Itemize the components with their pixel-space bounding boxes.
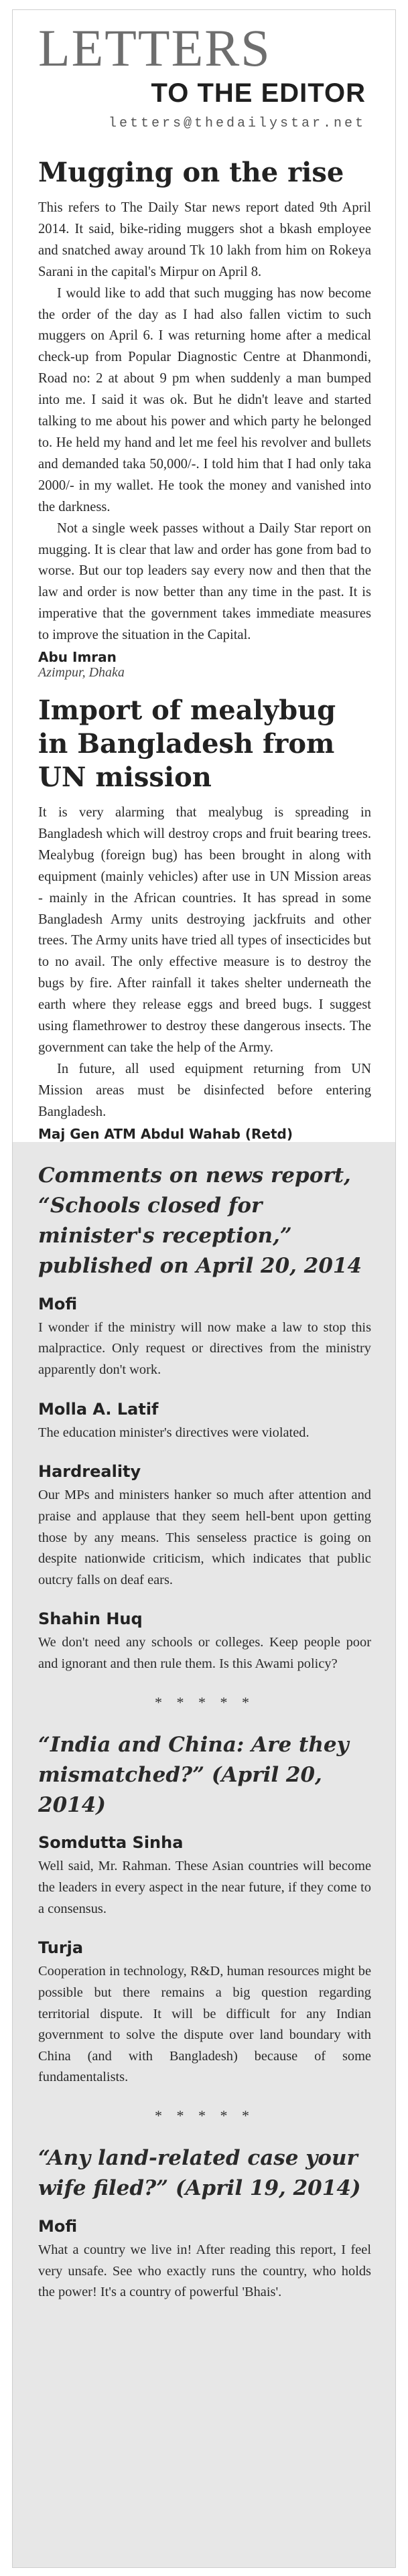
comment-text: Cooperation in technology, R&D, human resources might be possible but there remains a big question regarding territorial dispute. It will be difficult for any Indian government to solve the dispute over land boundary with China (and with Bangladesh) because of some fundamentalists. [38,1964,371,2085]
letter-paragraph: It is very alarming that mealybug is spreading in Bangladesh which will destroy crops and fruit bearing trees. Mealybug (foreign bug) has been brought in along with equipment (mainly vehicles) after use in UN Mission areas - mainly in the African countries. It has spread in some Bangladesh Army units destroying jackfruits and other trees. The Army units have tried all types of insecticides but to no avail. The only effective measure is to destroy the bugs by fire. After rainfall it takes shelter underneath the earth where they release eggs and breed bugs. I suggest using flamethrower to destroy these dangerous insects. The government can take the help of the Army. [38,805,371,1055]
commenter-name: Shahin Huq [38,1609,143,1629]
comment-text: We don't need any schools or colleges. Keep people poor and ignorant and then rule them. Is this Awami policy? [38,1635,371,1671]
masthead-title: LETTERS [38,19,271,77]
comment [38,1295,371,1381]
comment-section-heading: “India and China: Are they mismatched?” (April 20, 2014) [38,1732,349,1817]
letter [38,156,371,681]
comment-text: What a country we live in! After reading this report, I feel very unsafe. See who exactly runs the country, who holds the power! It's a country of powerful 'Bhais'. [38,2242,371,2300]
comment-text: The education minister's directives were violated. [38,1425,310,1440]
commenter-name: Turja [38,1938,84,1958]
online-comments-panel [13,1142,395,2567]
comment-text: Well said, Mr. Rahman. These Asian countries will become the leaders in every aspect in the near future, if they come to a consensus. [38,1859,371,1916]
letter-paragraph: This refers to The Daily Star news report dated 9th April 2014. It said, bike-riding muggers shot a bkash employee and snatched away around Tk 10 lakh from him on Rokeya Sarani in the capital's Mirpur on April 8. [38,200,371,279]
commenter-name: Molla A. Latif [38,1399,159,1419]
commenter-name: Somdutta Sinha [38,1833,184,1853]
letter [38,694,371,1157]
commenter-name: Mofi [38,2216,78,2236]
comment-section-heading: Comments on news report, “Schools closed for minister's reception,” published on April 20, 2014 [38,1163,362,1278]
letter-paragraph: Not a single week passes without a Daily Star report on mugging. It is clear that law and order has gone from bad to worse. But our top leaders say every now and then that the law and order is now better than any time in the past. It is imperative that the government takes immediate measures to improve the situation in the Capital. [38,520,371,643]
editor-email-link[interactable]: letters@thedailystar.net [108,116,366,131]
comment [38,1833,371,1920]
commenter-name: Hardreality [38,1462,141,1482]
comment [38,1938,371,2088]
section-separator: * * * * * [155,1693,255,1711]
comment [38,1609,371,1674]
letter-author: Abu Imran [38,649,117,666]
letter-paragraph: In future, all used equipment returning from UN Mission areas must be disinfected before entering Bangladesh. [38,1061,371,1119]
letter-author: Maj Gen ATM Abdul Wahab (Retd) [38,1125,293,1142]
letters-page [12,9,396,2568]
comment-text: Our MPs and ministers hanker so much after attention and praise and applause that they seem hell-bent upon getting those by any means. This senseless practice is going on despite nationwide criticism, which indicates that public outcry falls on deaf ears. [38,1488,371,1587]
comment [38,2217,371,2303]
section-separator: * * * * * [155,2107,255,2125]
letter-location: Azimpur, Dhaka [38,665,125,681]
comment [38,1400,371,1444]
masthead-subtitle: TO THE EDITOR [151,78,366,108]
commenter-name: Mofi [38,1294,78,1313]
comment-text: I wonder if the ministry will now make a law to stop this malpractice. Only request or directives from the ministry apparently don't work. [38,1319,371,1377]
masthead [13,10,395,144]
letter-paragraph: I would like to add that such mugging has now become the order of the day as I had also fallen victim to such muggers on April 6. I was returning home after a medical check-up from Popular Diagnostic Centre at Dhanmondi, Road no: 2 at about 9 pm when suddenly a man bumped into me. I said it was ok. But he didn't leave and started talking to me about his power and which party he belonged to. He held my hand and let me feel his revolver and bullets and demanded taka 50,000/-. I told him that I had only taka 2000/- in my wallet. He took the money and vanished into the darkness. [38,285,371,514]
comment-section-heading: “Any land-related case your wife filed?” (April 19, 2014) [38,2146,361,2200]
letters-column [13,156,395,1157]
letter-headline: Import of mealybug in Bangladesh from UN mission [38,695,336,794]
letter-headline: Mugging on the rise [38,157,344,188]
comment [38,1462,371,1591]
